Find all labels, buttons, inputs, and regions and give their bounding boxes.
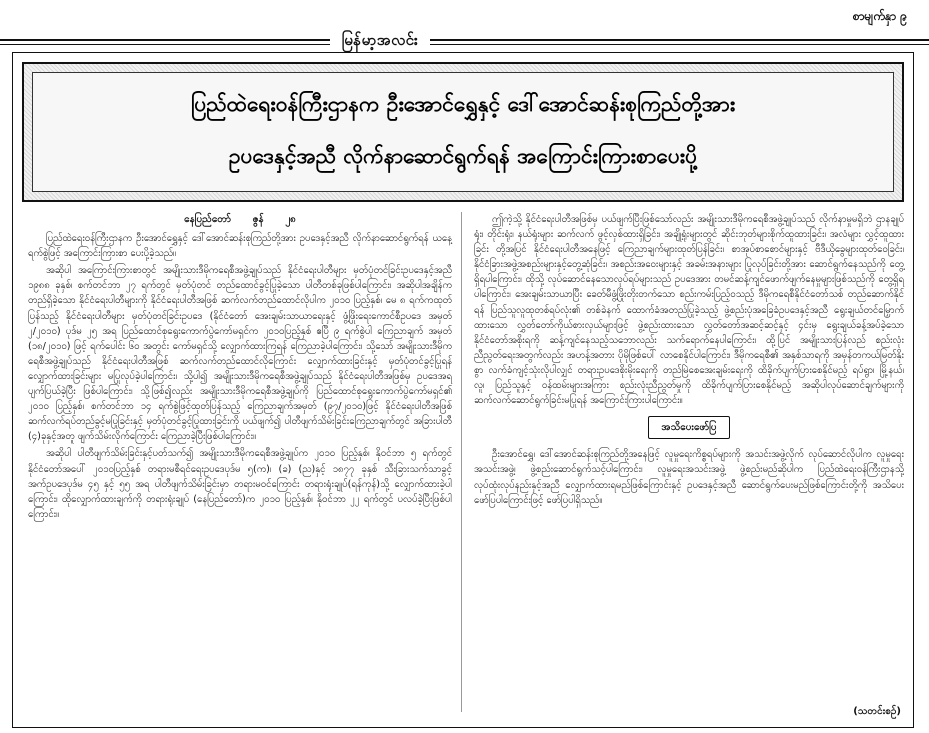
article-paragraph: ဤကဲ့သို့ နိုင်ငံရေးပါတီအဖြစ်မှ ပယ်ဖျက်ပြီးဖြစ်သော်လည်း အမျိုးသားဒီမိုကရေစီအဖွဲ့ချုပ်သည် လိုက်နာမှုမရှိဘဲ ဌာနချုပ်ရုံး၊ တိုင်းရုံး၊ နယ်ရုံးများ ဆက်လက် ဖွင့်လှစ်ထားရှိခြင်း၊ အချို့ရုံးများတွင် ဆိုင်းဘုတ်များစိုက်ထူထားခြင်း၊ အလံများ လွှင့်ထူထားခြင်း တို့အပြင် နိုင်ငံရေးပါတီအနေဖြင့် ကြေညာချက်များထုတ်ပြန်ခြင်း၊ စာအုပ်စာစောင်များနှင့် ဗီဒီယိုခွေများထုတ်ဝေခြင်း၊ နိုင်ငံခြားအဖွဲ့အစည်းများနှင့်တွေ့ဆုံခြင်း၊ အစည်းအဝေးများနှင့် အခမ်းအနားများ ပြုလုပ်ခြင်းတို့အား ဆောင်ရွက်နေသည်ကို တွေ့ရှိရပါကြောင်း၊ ထိုသို့ လုပ်ဆောင်နေသောလုပ်ရပ်များသည် ဥပဒေအား တမင်ဆန့်ကျင်ဖောက်ဖျက်နေမှုများဖြစ်သည်ကို တွေ့ရှိရပါကြောင်း၊ အေးချမ်းသာယာပြီး ခေတ်မီဖွံ့ဖြိုးတိုးတက်သော စည်းကမ်းပြည့်ဝသည့် ဒီမိုကရေစီနိုင်ငံတော်သစ် တည်ဆောက်နိုင်ရန် ပြည်သူလူထုတစ်ရပ်လုံး၏ တစ်ခဲနက် ထောက်ခံအတည်ပြုခဲ့သည့် ဖွဲ့စည်းပုံအခြေခံဥပဒေနှင့်အညီ ရွေးချယ်တင်မြှောက်ထားသော လွှတ်တော်ကိုယ်စားလှယ်များဖြင့် ဖွဲ့စည်းထားသော လွှတ်တော်အဆင့်ဆင့်နှင့် ၄င်းမှ ရွေးချယ်ခန့်အပ်ခဲ့သော နိုင်ငံတော်အစိုးရကို ဆန့်ကျင်နေသည့်သဘောလည်း သက်ရောက်နေပါကြောင်း၊ ထို့ပြင် အမျိုးသားပြန်လည် စည်းလုံးညီညွတ်ရေးအတွက်လည်း အဟန့်အတား ပိုမိုဖြစ်ပေါ် လာစေနိုင်ပါကြောင်း၊ ဒီမိုကရေစီ၏ အနှစ်သာရကို အမှန်တကယ်မြတ်နိုးစွာ လက်ခံကျင့်သုံးလိုပါလျှင် တရားဥပဒေစိုးမိုးရေးကို တည်မြဲစေအေးချမ်းရေးကို ထိခိုက်ပျက်ပြားစေနိုင်မည့် ရပ်ရွာ၊ မြို့နယ်၊ လူ၊ ပြည်သူနှင့် ဝန်ထမ်းများအကြား စည်းလုံးညီညွတ်မှုကို ထိခိုက်ပျက်ပြားစေနိုင်မည့် အဆိုပါလုပ်ဆောင်ချက်များကို ဆက်လက်ဆောင်ရွက်ခြင်းမပြုရန် အကြောင်းကြားပါကြောင်း။ bbox=[474, 214, 904, 407]
headline-inner bbox=[32, 72, 894, 192]
byline: (သတင်းစဉ်) bbox=[853, 706, 901, 717]
subhead: အသိပေးဖော်ပြ bbox=[648, 416, 729, 439]
headline-line-2: ဥပဒေနှင့်အညီ လိုက်နာဆောင်ရွက်ရန် အကြောင်းကြားစာပေးပို့ bbox=[228, 144, 698, 168]
article-paragraph: အဆိုပါ ပါတီဖျက်သိမ်းခြင်းနှင့်ပတ်သက်၍ အမျိုးသားဒီမိုကရေစီအဖွဲ့ချုပ်က ၂၀၁၀ ပြည့်နှစ်၊ နိုဝင်ဘာ ၅ ရက်တွင် နိုင်ငံတော်အပေါ် ၂၀၁၀ပြည့်နှစ် တရားမစီရင်ရေးဥပဒေပုဒ်မ ၅(က)၊ (ခ) (ည)နှင့် ၁၈၇၇ ခုနှစ် သီးခြားသက်သာခွင့် အက်ဥပဒေပုဒ်မ ၄၅ နှင့် ၅၅ အရ ပါတီဖျက်သိမ်းခြင်းမှာ တရားမဝင်ကြောင်း တရားရုံးချုပ်(ရန်ကုန်)သို့ လျှောက်ထားခဲ့ပါကြောင်း၊ ထိုလျှောက်ထားချက်ကို တရားရုံးချုပ် (နေပြည်တော်)က ၂၀၁၀ ပြည့်နှစ်၊ နိုဝင်ဘာ ၂၂ ရက်တွင် ပလပ်ခဲ့ပြီးဖြစ်ပါကြောင်း။ bbox=[28, 448, 452, 520]
newspaper-logo: မြန်မာ့အလင်း bbox=[330, 28, 430, 52]
column-divider bbox=[461, 212, 462, 712]
page-number: စာမျက်နှာ ၉ bbox=[852, 9, 907, 23]
masthead bbox=[0, 0, 929, 52]
headline-line-1: ပြည်ထဲရေးဝန်ကြီးဌာနက ဦးအောင်ရွှေနှင့် ဒေါ်အောင်ဆန်းစုကြည်တို့အား bbox=[190, 92, 736, 116]
masthead-rule bbox=[0, 39, 929, 41]
subhead-wrap bbox=[474, 416, 904, 439]
headline-box bbox=[22, 62, 904, 202]
left-column bbox=[28, 212, 452, 524]
right-column bbox=[474, 212, 904, 510]
article-paragraph: အဆိုပါ အကြောင်းကြားစာတွင် အမျိုးသားဒီမိုကရေစီအဖွဲ့ချုပ်သည် နိုင်ငံရေးပါတီများ မှတ်ပုံတင်ခြင်းဥပဒေနှင့်အညီ ၁၉၈၈ ခုနှစ်၊ စက်တင်ဘာ ၂၇ ရက်တွင် မှတ်ပုံတင် တည်ထောင်ခွင့်ပြုခဲ့သော ပါတီတစ်ခုဖြစ်ပါကြောင်း၊ အဆိုပါအချိန်က တည်ရှိခဲ့သော နိုင်ငံရေးပါတီများကို နိုင်ငံရေးပါတီအဖြစ် ဆက်လက်တည်ထောင်လိုပါက ၂၀၁၀ ပြည့်နှစ်၊ မေ ၈ ရက်ကထုတ်ပြန်သည့် နိုင်ငံရေးပါတီများ မှတ်ပုံတင်ခြင်းဥပဒေ (နိုင်ငံတော် အေးချမ်းသာယာရေးနှင့် ဖွံ့ဖြိုးရေးကောင်စီဥပဒေ အမှတ် ၂/၂၀၁၀) ပုဒ်မ ၂၅ အရ ပြည်ထောင်စုရွေးကောက်ပွဲကော်မရှင်က ၂၀၁၀ပြည့်နှစ် ဧပြီ ၉ ရက်စွဲပါ ကြေညာချက် အမှတ် (၁၈/၂၀၁၀) ဖြင့် ရက်ပေါင်း ၆၀ အတွင်း ကော်မရှင်သို့ လျှောက်ထားကြရန် ကြေညာခဲ့ပါကြောင်း၊ သို့သော် အမျိုးသားဒီမိုကရေစီအဖွဲ့ချုပ်သည် နိုင်ငံရေးပါတီအဖြစ် ဆက်လက်တည်ထောင်လိုကြောင်း လျှောက်ထားခြင်းနှင့် မှတ်ပုံတင်ခွင့်ပြုရန် လျှောက်ထားခြင်းများ မပြုလုပ်ခဲ့ပါကြောင်း၊ သို့ပါ၍ အမျိုးသားဒီမိုကရေစီအဖွဲ့ချုပ်သည် နိုင်ငံရေးပါတီအဖြစ်မှ ဥပဒေအရပျက်ပြယ်ခဲ့ပြီး ဖြစ်ပါကြောင်း၊ သို့ဖြစ်၍လည်း အမျိုးသားဒီမိုကရေစီအဖွဲ့ချုပ်ကို ပြည်ထောင်စုရွေးကောက်ပွဲကော်မရှင်၏ ၂၀၁၀ ပြည့်နှစ်၊ စက်တင်ဘာ ၁၄ ရက်စွဲဖြင့်ထုတ်ပြန်သည့် ကြေညာချက်အမှတ် (၉၇/၂၀၁၀)ဖြင့် နိုင်ငံရေးပါတီအဖြစ် ဆက်လက်ရပ်တည်ခွင့်မပြုခြင်းနှင့် မှတ်ပုံတင်ခွင့်ပြုထားခြင်းကို ပယ်ဖျက်၍ ပါတီဖျက်သိမ်းခြင်းကြေညာချက်တွင် အခြားပါတီ (၄)ခုနှင့်အတူ ဖျက်သိမ်းလိုက်ကြောင်း ကြေညာခဲ့ပြီးဖြစ်ပါကြောင်း။ bbox=[28, 265, 452, 443]
masthead-rule-thin bbox=[0, 44, 929, 45]
dateline: နေပြည်တော် ဇွန် ၂၈ bbox=[184, 214, 296, 225]
closing-paragraph: ဦးအောင်ရွှေ၊ ဒေါ်အောင်ဆန်းစုကြည်တို့အနေဖြင့် လူမှုရေးကိစ္စရပ်များကို အသင်းအဖွဲ့လိုက် လုပ်ဆောင်လိုပါက လူမှုရေးအသင်းအဖွဲ့၊ ဖွဲ့စည်းဆောင်ရွက်သင့်ပါကြောင်း၊ လူမှုရေးအသင်းအဖွဲ့ ဖွဲ့စည်းမည်ဆိုပါက ပြည်ထဲရေးဝန်ကြီးဌာနသို့ လုပ်ထုံးလုပ်နည်းနှင့်အညီ လျှောက်ထားရမည်ဖြစ်ကြောင်းနှင့် ဥပဒေနှင့်အညီ ဆောင်ရွက်ပေးမည်ဖြစ်ကြောင်းတို့ကို အသိပေးဖော်ပြပါကြောင်းဖြင့် ဖော်ပြပါရှိသည်။ bbox=[474, 449, 904, 506]
article-paragraph: ပြည်ထဲရေးဝန်ကြီးဌာနက ဦးအောင်ရွှေနှင့် ဒေါ်အောင်ဆန်းစုကြည်တို့အား ဥပဒေနှင့်အညီ လိုက်နာဆောင်ရွက်ရန် ယနေ့ရက်စွဲဖြင့် အကြောင်းကြားစာ ပေးပို့ခဲ့သည်။ bbox=[28, 233, 452, 260]
